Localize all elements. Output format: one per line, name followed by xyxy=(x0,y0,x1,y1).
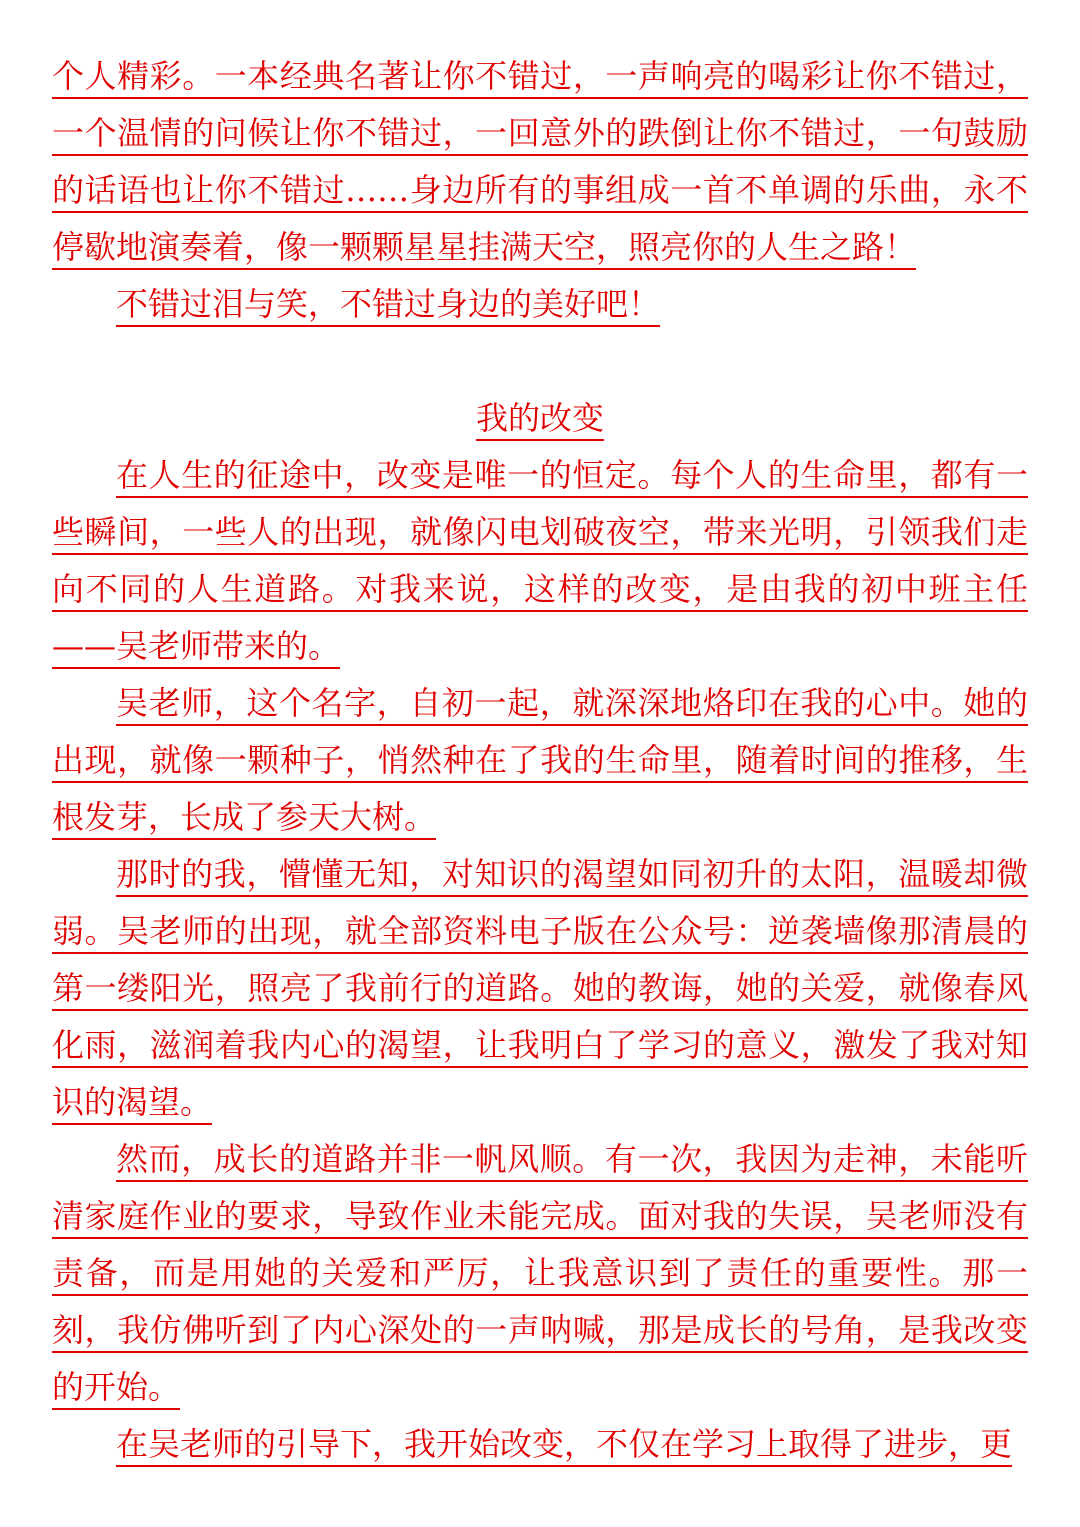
paragraph-text: 在吴老师的引导下，我开始改变，不仅在学习上取得了进步，更 xyxy=(116,1425,1013,1463)
essay-title xyxy=(52,390,1028,447)
paragraph xyxy=(52,48,1028,276)
paragraph xyxy=(52,675,1028,846)
paragraph xyxy=(52,1416,1028,1473)
paragraph-text: 在人生的征途中，改变是唯一的恒定。每个人的生命里，都有一些瞬间，一些人的出现，就像闪电划破夜空，带来光明，引领我们走向不同的人生道路。对我来说，这样的改变，是由我的初中班主任——吴老师带来的。 xyxy=(52,456,1028,665)
paragraph xyxy=(52,1131,1028,1416)
paragraph-text: 个人精彩。一本经典名著让你不错过，一声响亮的喝彩让你不错过，一个温情的问候让你不错过，一回意外的跌倒让你不错过，一句鼓励的话语也让你不错过……身边所有的事组成一首不单调的乐曲，永不停歇地演奏着，像一颗颗星星挂满天空，照亮你的人生之路！ xyxy=(52,57,1028,266)
section-spacer xyxy=(52,333,1028,390)
paragraph xyxy=(52,447,1028,675)
paragraph-text: 那时的我，懵懂无知，对知识的渴望如同初升的太阳，温暖却微弱。吴老师的出现，就全部资料电子版在公众号：逆袭墙像那清晨的第一缕阳光，照亮了我前行的道路。她的教诲，她的关爱，就像春风化雨，滋润着我内心的渴望，让我明白了学习的意义，激发了我对知识的渴望。 xyxy=(52,855,1028,1121)
document-body xyxy=(52,48,1028,1473)
essay-title-text: 我的改变 xyxy=(475,399,604,437)
paragraph-text: 不错过泪与笑，不错过身边的美好吧！ xyxy=(116,285,661,323)
paragraph-text: 吴老师，这个名字，自初一起，就深深地烙印在我的心中。她的出现，就像一颗种子，悄然种在了我的生命里，随着时间的推移，生根发芽，长成了参天大树。 xyxy=(52,684,1028,836)
paragraph-text: 然而，成长的道路并非一帆风顺。有一次，我因为走神，未能听清家庭作业的要求，导致作业未能完成。面对我的失误，吴老师没有责备，而是用她的关爱和严厉，让我意识到了责任的重要性。那一刻，我仿佛听到了内心深处的一声呐喊，那是成长的号角，是我改变的开始。 xyxy=(52,1140,1028,1406)
paragraph xyxy=(52,846,1028,1131)
paragraph xyxy=(52,276,1028,333)
